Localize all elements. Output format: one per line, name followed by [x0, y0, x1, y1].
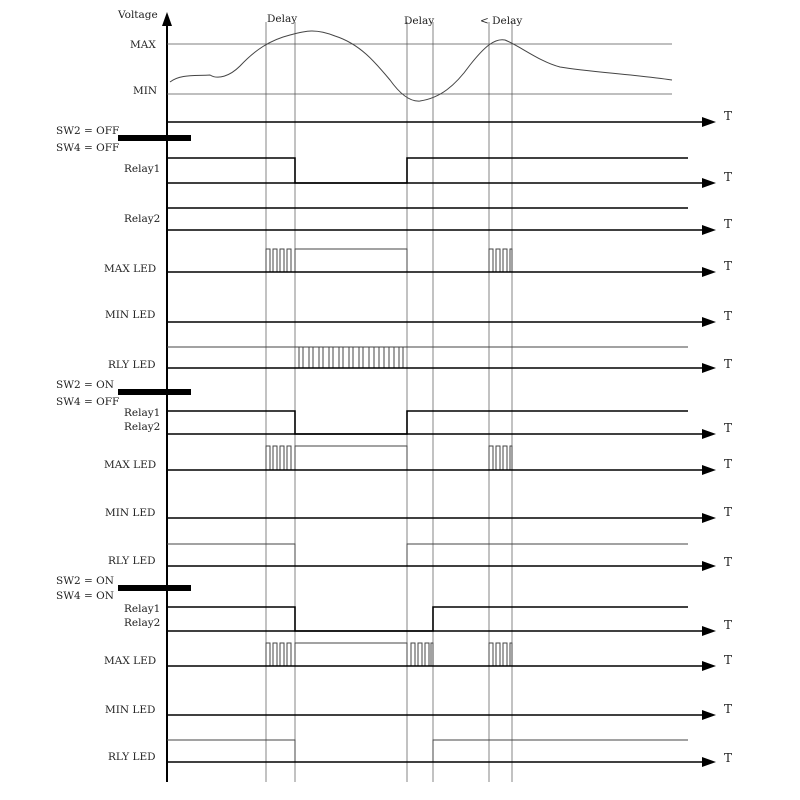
row-label-relay1: Relay1	[124, 163, 161, 175]
time-axis-arrowhead	[702, 363, 716, 373]
time-axis-arrowhead	[702, 429, 716, 439]
time-axis-arrowhead	[702, 661, 716, 671]
time-axis-label: T	[724, 702, 733, 716]
row-label-relay2: Relay2	[124, 421, 161, 433]
max-led-blink-2	[407, 643, 433, 666]
time-axis-arrowhead	[702, 225, 716, 235]
time-axis-arrowhead	[702, 561, 716, 571]
row-label-min-led: MIN LED	[105, 704, 156, 716]
time-axis-label: T	[724, 309, 733, 323]
rly-led-signal	[167, 544, 688, 566]
time-axis-label: T	[724, 259, 733, 273]
row-label-rly-led: RLY LED	[108, 359, 156, 371]
min-threshold-label: MIN	[133, 85, 158, 97]
row-label-relay1: Relay1	[124, 407, 161, 419]
time-axis-label: T	[724, 751, 733, 765]
voltage-curve	[170, 31, 672, 101]
delay-guides	[266, 22, 512, 782]
switch-setting-label: SW4 = OFF	[56, 396, 120, 408]
time-axis-arrowhead	[702, 626, 716, 636]
max-led-blink-1	[266, 249, 407, 272]
switch-setting-label: SW2 = ON	[56, 379, 114, 391]
time-axis-arrowhead	[702, 178, 716, 188]
max-led-blink-3	[489, 643, 512, 666]
section-divider-bar	[118, 585, 191, 591]
row-label-relay1: Relay1	[124, 603, 161, 615]
switch-setting-label: SW4 = ON	[56, 590, 114, 602]
relay1-signal	[167, 158, 688, 183]
time-axis-arrowhead	[702, 710, 716, 720]
relay-signal	[167, 411, 688, 434]
time-axis-arrowhead	[702, 513, 716, 523]
section-sw2-on-sw4-off	[56, 379, 732, 571]
switch-setting-label: SW2 = ON	[56, 575, 114, 587]
time-axis-label: T	[724, 357, 733, 371]
time-axis-label: T	[724, 170, 733, 184]
max-led-blink-2	[489, 249, 512, 272]
row-label-min-led: MIN LED	[105, 309, 156, 321]
time-axis-label: T	[724, 555, 733, 569]
row-label-rly-led: RLY LED	[108, 555, 156, 567]
max-led-blink-1	[266, 643, 407, 666]
time-axis-label: T	[724, 217, 733, 231]
delay-label-2: Delay	[404, 15, 435, 27]
time-axis-arrowhead	[702, 757, 716, 767]
row-label-max-led: MAX LED	[104, 655, 157, 667]
voltage-axis-label: Voltage	[118, 9, 158, 21]
row-label-min-led: MIN LED	[105, 507, 156, 519]
switch-setting-label: SW2 = OFF	[56, 125, 120, 137]
vertical-axis-arrowhead	[162, 12, 172, 26]
max-threshold-label: MAX	[130, 39, 156, 51]
time-axis-arrowhead	[702, 267, 716, 277]
rly-led-blink	[295, 347, 407, 368]
time-axis-label: T	[724, 421, 733, 435]
time-axis-label: T	[724, 457, 733, 471]
voltage-panel	[117, 9, 732, 127]
max-led-blink-1	[266, 446, 407, 470]
row-label-max-led: MAX LED	[104, 459, 157, 471]
row-label-rly-led: RLY LED	[108, 751, 156, 763]
section-sw2-off-sw4-off	[56, 125, 732, 373]
relay-signal	[167, 607, 688, 631]
time-axis-label: T	[724, 505, 733, 519]
delay-label-1: Delay	[267, 13, 298, 25]
row-label-max-led: MAX LED	[104, 263, 157, 275]
time-axis-arrowhead	[702, 117, 716, 127]
row-label-relay2: Relay2	[124, 617, 161, 629]
section-sw2-on-sw4-on	[56, 575, 732, 767]
time-axis-arrowhead	[702, 317, 716, 327]
time-axis-label: T	[724, 618, 733, 632]
time-axis-label: T	[724, 109, 733, 123]
section-divider-bar	[118, 135, 191, 141]
time-axis-arrowhead	[702, 465, 716, 475]
max-led-blink-2	[489, 446, 512, 470]
rly-led-signal	[167, 740, 688, 762]
section-divider-bar	[118, 389, 191, 395]
row-label-relay2: Relay2	[124, 213, 161, 225]
time-axis-label: T	[724, 653, 733, 667]
switch-setting-label: SW4 = OFF	[56, 142, 120, 154]
delay-label-3: < Delay	[480, 15, 523, 27]
